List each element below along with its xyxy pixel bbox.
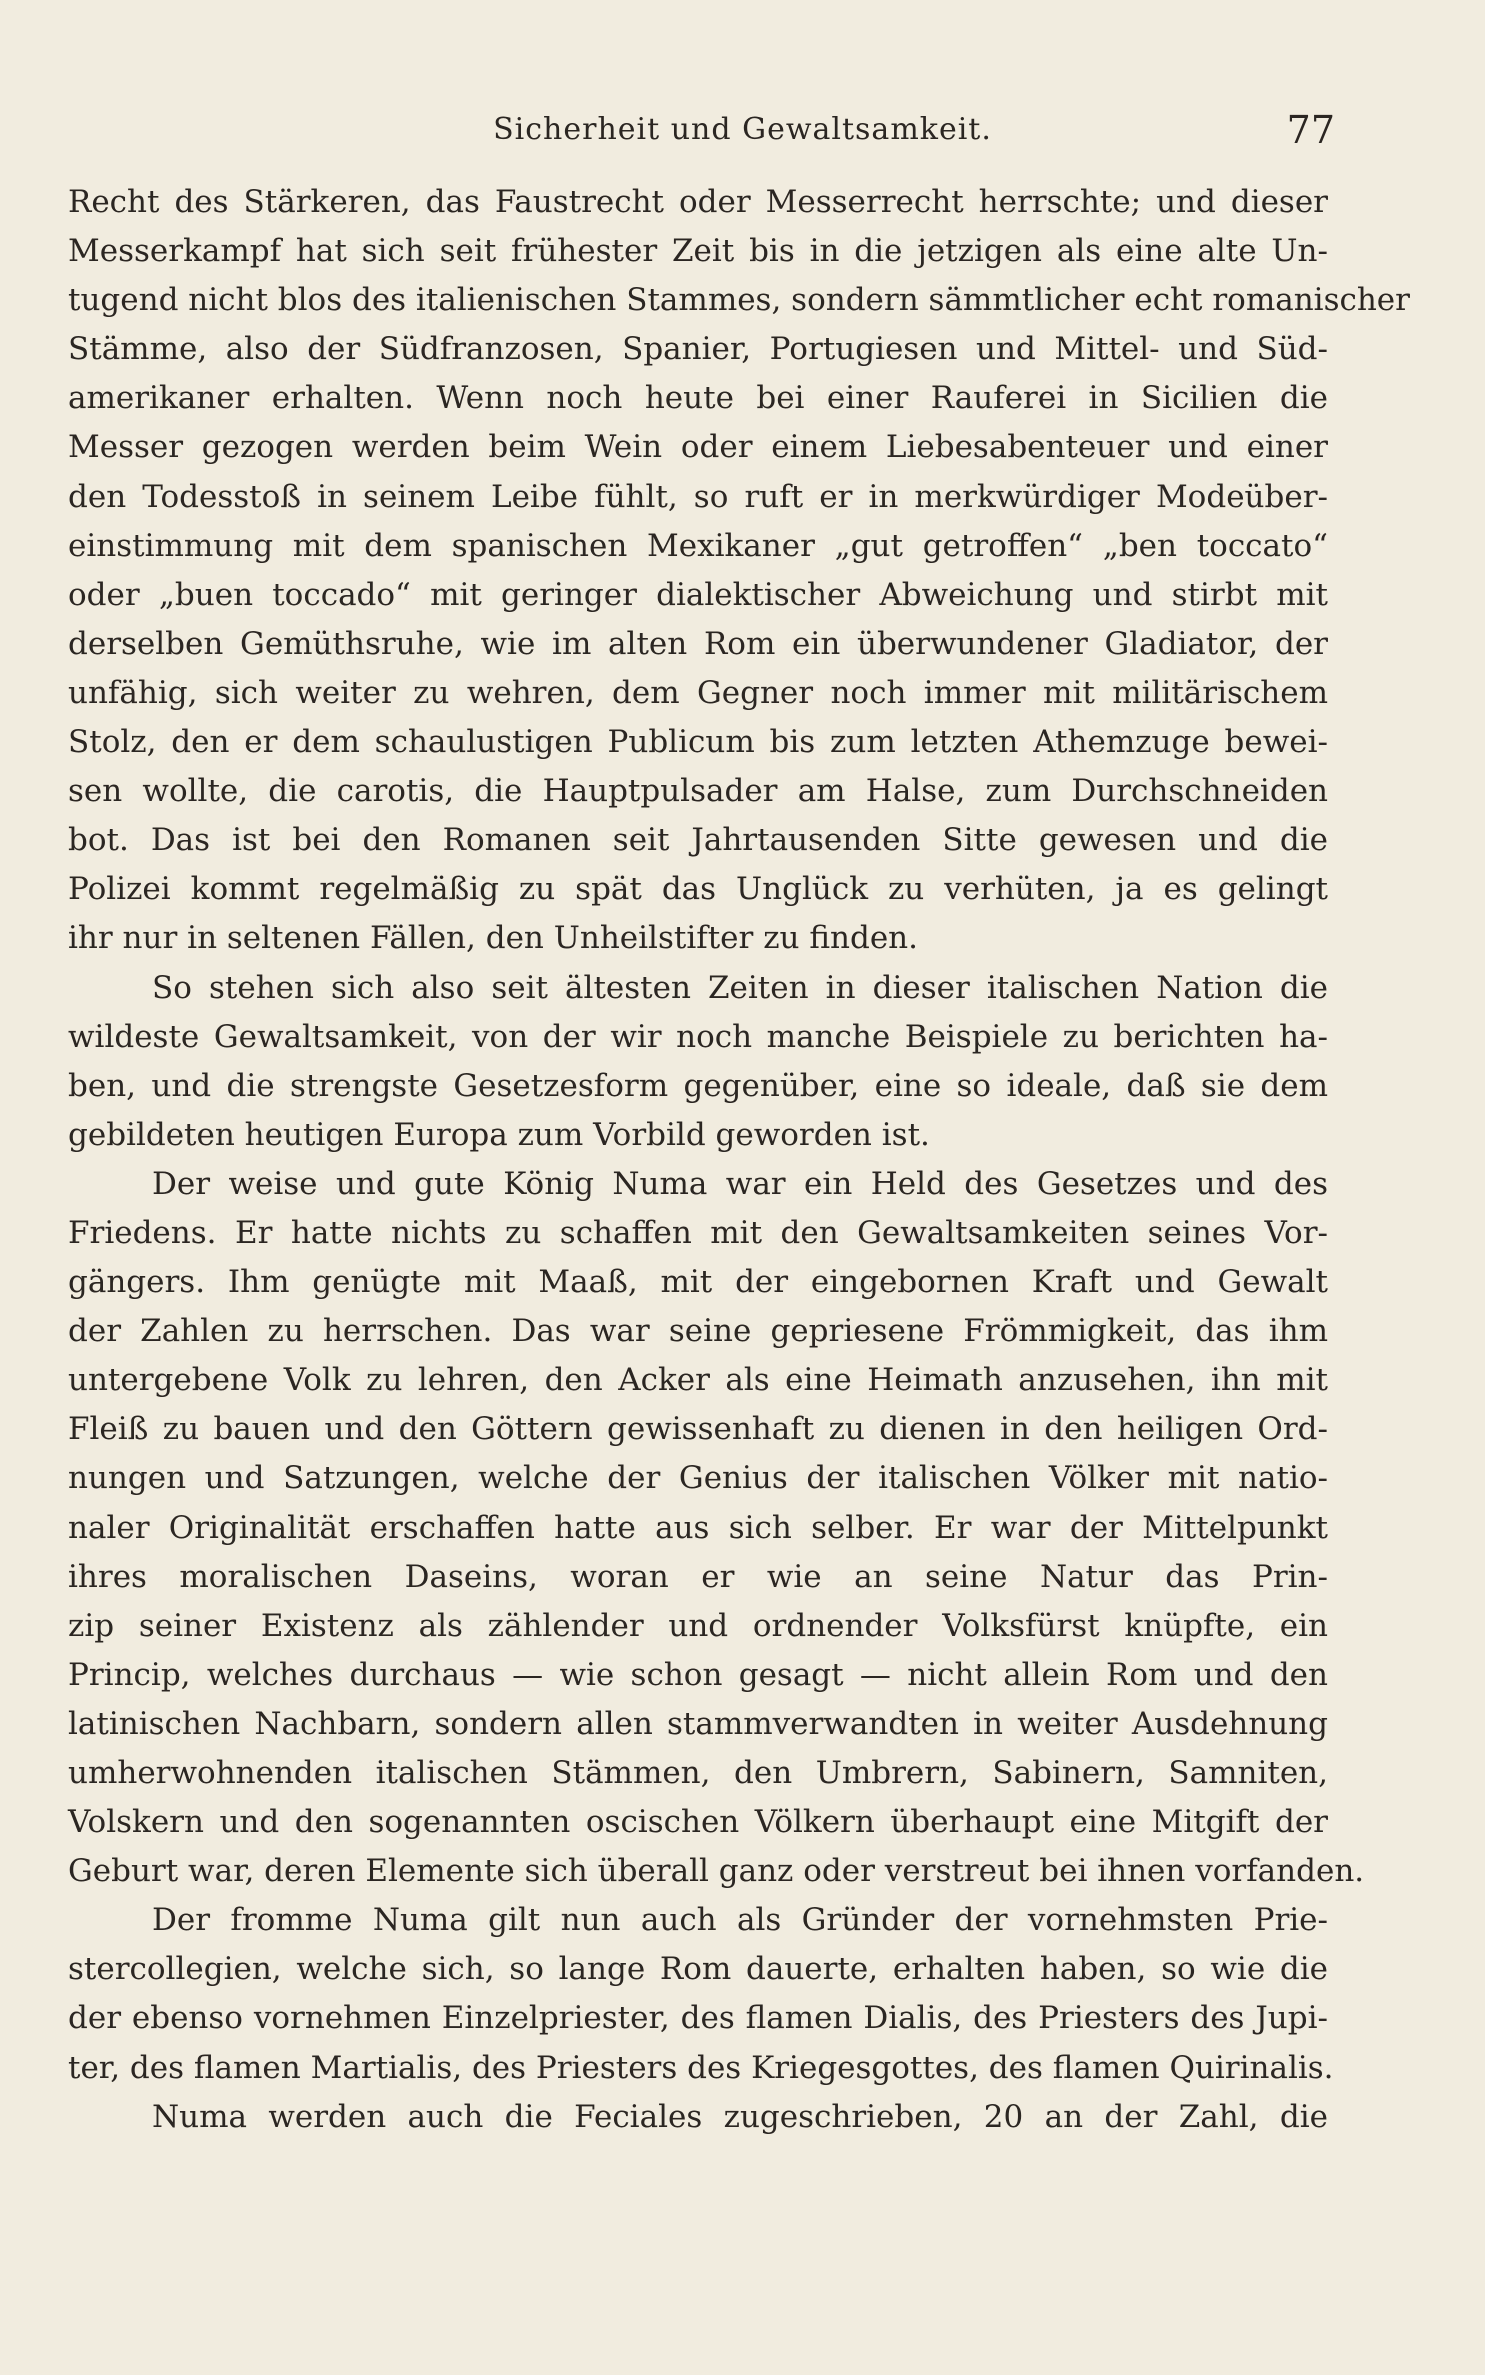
body-text [68,178,1410,2142]
text-line: einstimmung mit dem spanischen Mexikaner „gut getroffen“ „ben toccato“ [68,527,1328,564]
text-line: zip seiner Existenz als zählender und ordnender Volksfürst knüpfte, ein [68,1607,1328,1644]
text-line: ben, und die strengste Gesetzesform gegenüber, eine so ideale, daß sie dem [68,1067,1328,1104]
text-line: Volskern und den sogenannten oscischen Völkern überhaupt eine Mitgift der [68,1804,1328,1841]
text-line: Recht des Stärkeren, das Faustrecht oder Messerrecht herrschte; und dieser [68,184,1328,220]
text-line: gängers. Ihm genügte mit Maaß, mit der eingebornen Kraft und Gewalt [68,1264,1328,1301]
running-head [0,100,1485,160]
text-line: stercollegien, welche sich, so lange Rom dauerte, erhalten haben, so wie die [68,1951,1328,1988]
text-line: wildeste Gewaltsamkeit, von der wir noch manche Beispiele zu berichten ha- [68,1018,1328,1055]
text-line: tugend nicht blos des italienischen Stammes, sondern sämmtlicher echt romanischer [68,282,1410,319]
text-line: So stehen sich also seit ältesten Zeiten in dieser italischen Nation die [152,969,1328,1006]
text-line: unfähig, sich weiter zu wehren, dem Gegner noch immer mit militärischem [68,674,1328,711]
text-line: der Zahlen zu herrschen. Das war seine gepriesene Frömmigkeit, das ihm [68,1313,1328,1350]
text-line: Der weise und gute König Numa war ein Held des Gesetzes und des [152,1165,1328,1202]
text-line: Messerkampf hat sich seit frühester Zeit bis in die jetzigen als eine alte Un- [68,233,1328,270]
page-number: 77 [1286,108,1335,152]
text-line: ter, des flamen Martialis, des Priesters des Kriegesgottes, des flamen Quirinalis. [68,2049,1334,2086]
text-line: Princip, welches durchaus — wie schon gesagt — nicht allein Rom und den [68,1656,1328,1693]
text-line: Stolz, den er dem schaulustigen Publicum bis zum letzten Athemzuge bewei- [68,724,1328,761]
text-line: Der fromme Numa gilt nun auch als Gründer der vornehmsten Prie- [152,1902,1328,1939]
text-line: ihres moralischen Daseins, woran er wie an seine Natur das Prin- [68,1558,1328,1595]
text-line: bot. Das ist bei den Romanen seit Jahrtausenden Sitte gewesen und die [68,822,1328,859]
text-line: umherwohnenden italischen Stämmen, den Umbrern, Sabinern, Samniten, [68,1755,1328,1791]
text-line: sen wollte, die carotis, die Hauptpulsader am Halse, zum Durchschneiden [68,773,1328,810]
text-line: ihr nur in seltenen Fällen, den Unheilstifter zu finden. [68,920,919,957]
text-line: Fleiß zu bauen und den Göttern gewissenhaft zu dienen in den heiligen Ord- [68,1411,1328,1448]
text-line: der ebenso vornehmen Einzelpriester, des flamen Dialis, des Priesters des Jupi- [68,2000,1328,2037]
text-line: Friedens. Er hatte nichts zu schaffen mit den Gewaltsamkeiten seines Vor- [68,1214,1328,1251]
text-line: nungen und Satzungen, welche der Genius der italischen Völker mit natio- [68,1460,1328,1497]
text-line: naler Originalität erschaffen hatte aus sich selber. Er war der Mittelpunkt [68,1509,1328,1546]
text-line: Polizei kommt regelmäßig zu spät das Unglück zu verhüten, ja es gelingt [68,871,1328,908]
text-line: gebildeten heutigen Europa zum Vorbild geworden ist. [68,1116,930,1153]
text-line: Stämme, also der Südfranzosen, Spanier, Portugiesen und Mittel- und Süd- [68,331,1328,368]
running-head-title: Sicherheit und Gewaltsamkeit. [493,112,992,147]
text-line: den Todesstoß in seinem Leibe fühlt, so ruft er in merkwürdiger Modeüber- [68,478,1328,515]
text-line: amerikaner erhalten. Wenn noch heute bei einer Rauferei in Sicilien die [68,380,1328,417]
text-line: latinischen Nachbarn, sondern allen stammverwandten in weiter Ausdehnung [68,1705,1328,1742]
text-line: untergebene Volk zu lehren, den Acker als eine Heimath anzusehen, ihn mit [68,1362,1328,1399]
text-line: Geburt war, deren Elemente sich überall ganz oder verstreut bei ihnen vorfanden. [68,1853,1365,1890]
text-line: Messer gezogen werden beim Wein oder einem Liebesabenteuer und einer [68,429,1328,466]
text-line: oder „buen toccado“ mit geringer dialektischer Abweichung und stirbt mit [68,576,1328,613]
text-line: Numa werden auch die Feciales zugeschrieben, 20 an der Zahl, die [152,2098,1328,2135]
text-line: derselben Gemüthsruhe, wie im alten Rom ein überwundener Gladiator, der [68,625,1328,662]
